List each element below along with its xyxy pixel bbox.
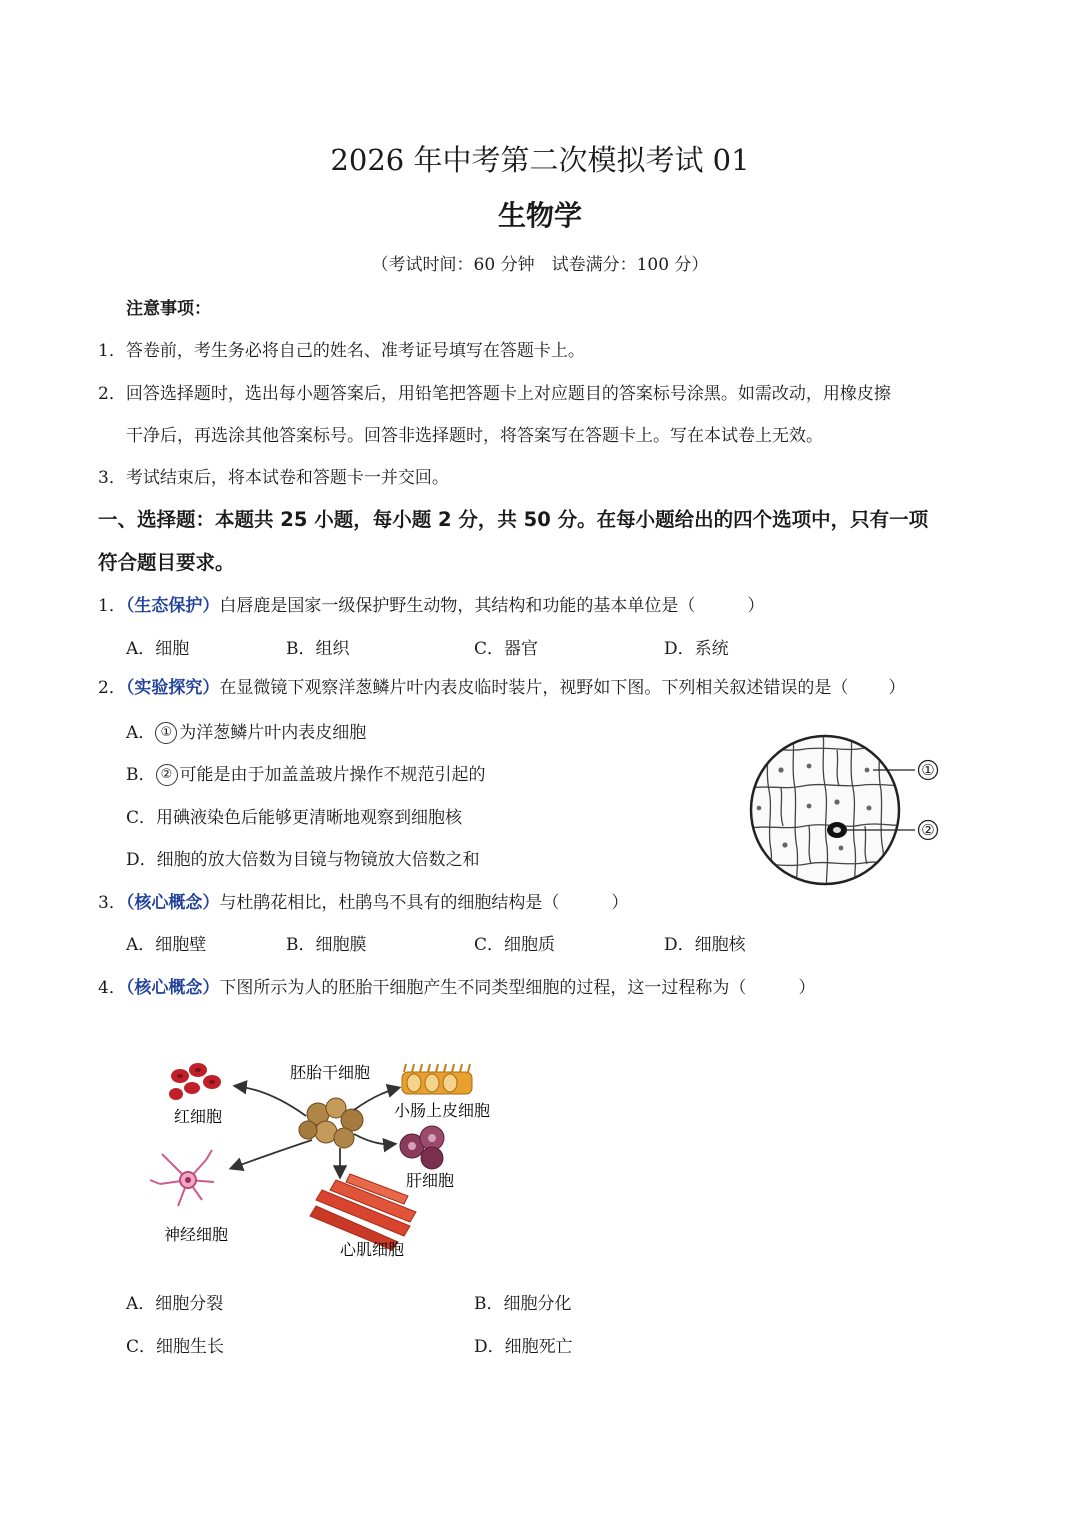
question-stem: 白唇鹿是国家一级保护野生动物，其结构和功能的基本单位是（ (219, 596, 696, 616)
field-of-view-circle (751, 736, 899, 884)
question-number: 2． (98, 678, 126, 698)
question-4 (98, 975, 815, 1001)
microscope-field-figure (745, 730, 955, 888)
q3-option-b: B．细胞膜 (286, 935, 367, 955)
label-nerve-cell: 神经细胞 (163, 1225, 229, 1244)
question-close: ） (798, 978, 816, 998)
q4-option-b: B．细胞分化 (474, 1294, 572, 1314)
label-heart-cell: 心肌细胞 (339, 1240, 405, 1259)
label-2: ② (921, 821, 935, 839)
q3-option-c: C．细胞质 (474, 935, 556, 955)
question-number: 3． (98, 893, 126, 913)
notice-item-2: 2．回答选择题时，选出每小题答案后，用铅笔把答题卡上对应题目的答案标号涂黑。如需改动，用橡皮擦 (98, 384, 891, 404)
question-1 (98, 593, 764, 619)
exam-meta: （考试时间：60 分钟 试卷满分：100 分） (371, 255, 709, 275)
subject-title: 生物学 (497, 199, 582, 232)
stem-cell-differentiation-figure (140, 1050, 510, 1265)
q1-option-b: B．组织 (286, 639, 350, 659)
question-tag: （实验探究） (125, 678, 220, 698)
question-3 (98, 890, 628, 916)
question-close: ） (611, 893, 629, 913)
label-red-cell: 红细胞 (173, 1107, 223, 1126)
nerve-cell (150, 1150, 214, 1206)
label-intestine-cell: 小肠上皮细胞 (393, 1101, 491, 1120)
question-close: ） (888, 678, 906, 698)
circled-1: ① (155, 722, 177, 744)
question-number: 1． (98, 596, 126, 616)
question-tag: （核心概念） (125, 978, 220, 998)
section-heading-cont: 符合题目要求。 (98, 551, 235, 574)
q2-option-c: C．用碘液染色后能够更清晰地观察到细胞核 (126, 808, 463, 828)
q2-option-d: D．细胞的放大倍数为目镜与物镜放大倍数之和 (126, 850, 480, 870)
q1-option-d: D．系统 (664, 639, 729, 659)
question-tag: （核心概念） (125, 893, 220, 913)
q2-option-b: B． ② 可能是由于加盖盖玻片操作不规范引起的 (126, 765, 486, 785)
question-close: ） (747, 596, 765, 616)
q4-option-c: C．细胞生长 (126, 1337, 225, 1357)
question-stem: 下图所示为人的胚胎干细胞产生不同类型细胞的过程，这一过程称为（ (219, 978, 747, 998)
q3-option-a: A．细胞壁 (126, 935, 207, 955)
question-2 (98, 675, 905, 701)
label-liver-cell: 肝细胞 (405, 1171, 455, 1190)
q1-option-a: A．细胞 (126, 639, 190, 659)
question-stem: 在显微镜下观察洋葱鳞片叶内表皮临时装片，视野如下图。下列相关叙述错误的是（ (219, 678, 849, 698)
section-heading: 一、选择题：本题共 25 小题，每小题 2 分，共 50 分。在每小题给出的四个选项中，只有一项 (98, 508, 929, 531)
circled-2: ② (156, 764, 178, 786)
question-number: 4． (98, 978, 126, 998)
question-stem: 与杜鹃花相比，杜鹃鸟不具有的细胞结构是（ (219, 893, 560, 913)
q4-option-d: D．细胞死亡 (474, 1337, 573, 1357)
intestinal-epithelial-cells (402, 1064, 472, 1094)
notice-heading: 注意事项： (126, 299, 211, 319)
cardiac-muscle-cells (310, 1174, 416, 1250)
label-stem-cell: 胚胎干细胞 (289, 1063, 371, 1082)
q4-option-a: A．细胞分裂 (126, 1294, 224, 1314)
q1-option-c: C．器官 (474, 639, 539, 659)
exam-title: 2026 年中考第二次模拟考试 01 (330, 143, 750, 177)
notice-item-2-cont: 干净后，再选涂其他答案标号。回答非选择题时，将答案写在答题卡上。写在本试卷上无效。 (126, 426, 823, 446)
liver-cells (400, 1126, 444, 1169)
question-tag: （生态保护） (125, 596, 220, 616)
notice-item-3: 3．考试结束后，将本试卷和答题卡一并交回。 (98, 468, 449, 488)
q3-option-d: D．细胞核 (664, 935, 746, 955)
q2-option-a: A． ① 为洋葱鳞片叶内表皮细胞 (126, 723, 367, 743)
label-1: ① (921, 761, 935, 779)
notice-item-1: 1．答卷前，考生务必将自己的姓名、准考证号填写在答题卡上。 (98, 341, 585, 361)
